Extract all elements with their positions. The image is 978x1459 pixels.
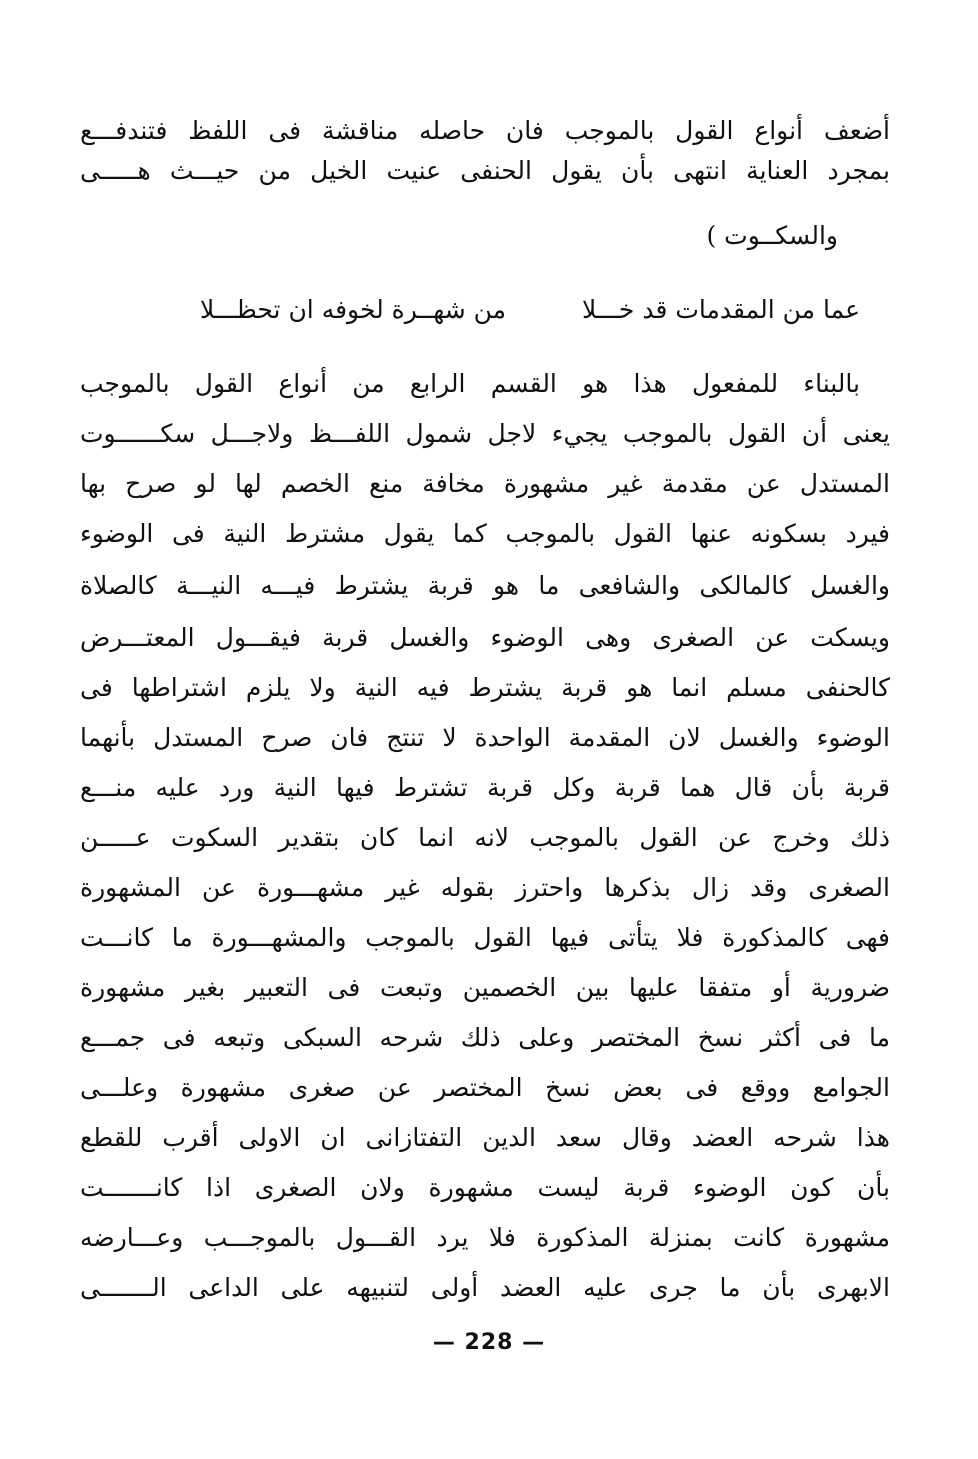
body-line: والغسل كالمالكى والشافعى ما هو قربة يشترط فيـــه النيـــة كالصلاة (80, 571, 890, 600)
body-line: هذا شرحه العضد وقال سعد الدين التفتازانى ان الاولى أقرب للقطع (80, 1123, 890, 1152)
body-line: كالحنفى مسلم انما هو قربة يشترط فيه النية ولا يلزم اشتراطها فى (80, 673, 890, 702)
verse-closing-line: والسكــوت ) (706, 221, 838, 250)
body-line: الوضوء والغسل لان المقدمة الواحدة لا تنتج فان صرح المستدل بأنهما (80, 723, 890, 752)
body-line: ويسكت عن الصغرى وهى الوضوء والغسل قربة فيقـــول المعتـــرض (80, 623, 890, 652)
body-line: بأن كون الوضوء قربة ليست مشهورة ولان الصغرى اذا كانـــــــت (80, 1173, 890, 1202)
body-line: بالبناء للمفعول هذا هو القسم الرابع من أنواع القول بالموجب (80, 369, 860, 398)
verse-first-hemistich: عما من المقدمات قد خـــلا (582, 295, 860, 324)
body-line: فيرد بسكونه عنها القول بالموجب كما يقول مشترط النية فى الوضوء (80, 519, 890, 548)
body-line: يعنى أن القول بالموجب يجيء لاجل شمول اللفـــظ ولاجـــل سكــــــوت (80, 419, 890, 448)
body-line: قربة بأن قال هما قربة وكل قربة تشترط فيها النية ورد عليه منـــع (80, 773, 890, 802)
body-line: الجوامع ووقع فى بعض نسخ المختصر عن صغرى مشهورة وعلـــى (80, 1073, 890, 1102)
body-line: المستدل عن مقدمة غير مشهورة مخافة منع الخصم لها لو صرح بها (80, 469, 890, 498)
body-line: ضرورية أو متفقا عليها بين الخصمين وتبعت فى التعبير بغير مشهورة (80, 973, 890, 1002)
intro-line-1: أضعف أنواع القول بالموجب فان حاصله مناقشة فى اللفظ فتندفـــع (80, 116, 890, 145)
intro-line-2: بمجرد العناية انتهى بأن يقول الحنفى عنيت الخيل من حيـــث هـــــى (80, 156, 890, 185)
verse-second-hemistich: من شهــرة لخوفه ان تحظـــلا (200, 295, 507, 324)
body-line: ذلك وخرج عن القول بالموجب لانه انما كان بتقدير السكوت عـــــن (80, 823, 890, 852)
page-number: — 228 — (432, 1330, 546, 1355)
body-line: الابهرى بأن ما جرى عليه العضد أولى لتنبيهه على الداعى الـــــــى (80, 1273, 890, 1302)
body-line: الصغرى وقد زال بذكرها واحترز بقوله غير مشهـــورة عن المشهورة (80, 873, 890, 902)
body-line: ما فى أكثر نسخ المختصر وعلى ذلك شرحه السبكى وتبعه فى جمـــع (80, 1023, 890, 1052)
body-line: فهى كالمذكورة فلا يتأتى فيها القول بالموجب والمشهـــورة ما كانـــت (80, 923, 890, 952)
body-line: مشهورة كانت بمنزلة المذكورة فلا يرد القـــول بالموجـــب وعـــارضه (80, 1223, 890, 1252)
